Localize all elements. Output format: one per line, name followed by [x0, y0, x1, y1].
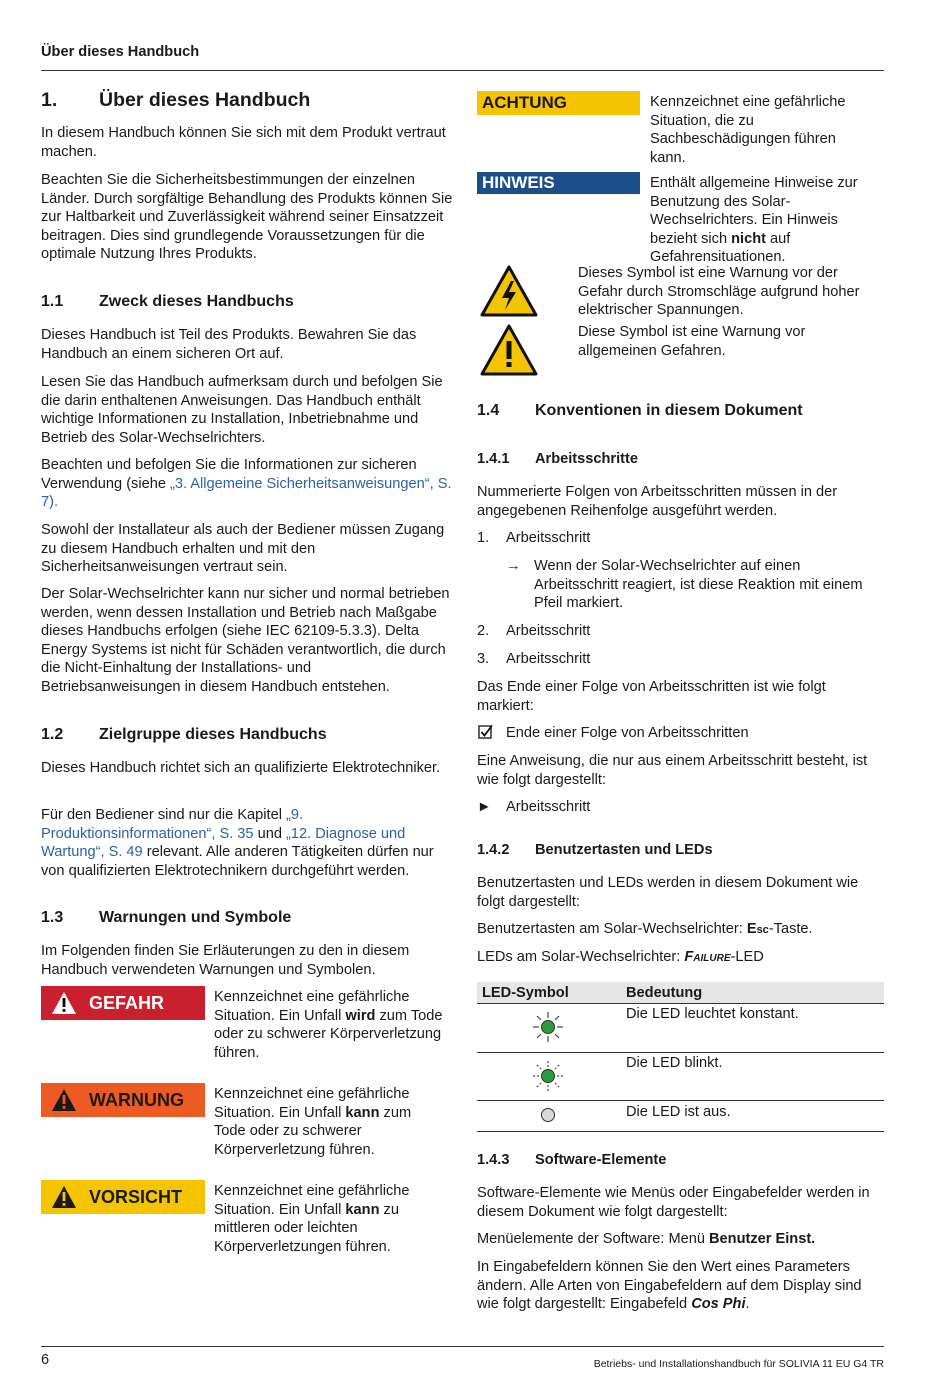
danger-label: GEFAHR — [89, 992, 165, 1013]
led-table-row: Die LED ist aus. — [477, 1101, 884, 1132]
led-table-header: LED-Symbol Bedeutung — [477, 982, 884, 1004]
menu-element: Benutzer Einst. — [709, 1231, 816, 1247]
attention-description: Kennzeichnet eine gefährliche Situation, die zu Sachbeschädigungen führen kann. — [650, 94, 846, 166]
heading-title: Über dieses Handbuch — [99, 89, 311, 111]
led-on-icon — [531, 1010, 565, 1044]
danger-description: Kennzeichnet eine gefährliche Situation. Ein Unfall wird zum Tode oder zu schwerer Körperverletzung führen. — [214, 989, 443, 1061]
header-rule — [41, 70, 884, 71]
heading-number: 1. — [41, 89, 58, 111]
section-1-4-heading: 1.4 Konventionen in diesem Dokument — [477, 402, 803, 419]
s142-paragraph-2: Benutzertasten am Solar-Wechselrichter: Esc-Taste. — [477, 921, 813, 937]
intro-paragraph-2: Beachten Sie die Sicherheitsbestimmungen der einzelnen Länder. Durch sorgfältige Behandlung des Produkts können Sie zur Haltbarkeit und Zuverlässigkeit während seiner Einsatzzeit beitragen. Dies sind grundlegende Voraussetzungen für die optimale Nutzung Ihres Produkts. — [41, 172, 453, 262]
s13-paragraph-1: Im Folgenden finden Sie Erläuterungen zu den in diesem Handbuch verwendeten Warnungen und Symbolen. — [41, 943, 410, 978]
general-danger-warning-icon — [480, 324, 538, 376]
step-2: 2. Arbeitsschritt — [477, 623, 591, 639]
electric-shock-warning-icon — [480, 265, 538, 317]
s143-paragraph-3: In Eingabefeldern können Sie den Wert eines Parameters ändern. Alle Arten von Eingabefeldern auf dem Display sind wie folgt dargestellt: Eingabefeld Cos Phi. — [477, 1259, 862, 1312]
danger-badge — [41, 986, 205, 1020]
s141-paragraph-2: Das Ende einer Folge von Arbeitsschritten ist wie folgt markiert: — [477, 679, 826, 714]
warning-badge — [41, 1083, 205, 1117]
s143-paragraph-1: Software-Elemente wie Menüs oder Eingabefelder werden in diesem Dokument wie folgt dargestellt: — [477, 1185, 870, 1220]
checkbox-checked-icon — [478, 724, 494, 740]
s11-paragraph-3: Beachten und befolgen Sie die Informationen zur sicheren Verwendung (siehe „3. Allgemeine Sicherheitsanweisungen“, S. 7). — [41, 457, 452, 510]
warning-description: Kennzeichnet eine gefährliche Situation. Ein Unfall kann zum Tode oder zu schwerer Körperverletzung führen. — [214, 1086, 412, 1158]
led-off-icon — [540, 1107, 556, 1123]
link-safety-chapter[interactable]: „3. Allgemeine Sicherheitsanweisungen“, S. 7). — [41, 475, 452, 510]
end-of-steps: Ende einer Folge von Arbeitsschritten — [477, 724, 749, 743]
general-symbol-description: Diese Symbol ist eine Warnung vor allgemeinen Gefahren. — [578, 324, 806, 359]
footer-text: Betriebs- und Installationshandbuch für SOLIVIA 11 EU G4 TR — [593, 1358, 884, 1370]
warning-triangle-icon — [51, 1185, 77, 1209]
link-production-info[interactable]: „9. Produktionsinformationen“, S. 35 — [41, 807, 304, 842]
warning-triangle-icon — [51, 1088, 77, 1112]
section-1-1-heading: 1.1 Zweck dieses Handbuchs — [41, 293, 294, 310]
step-1: 1. Arbeitsschritt — [477, 530, 591, 546]
caution-label: VORSICHT — [89, 1186, 183, 1207]
s11-paragraph-4: Sowohl der Installateur als auch der Bediener müssen Zugang zu diesem Handbuch erhalten und mit den Sicherheitsanweisungen vertraut sein. — [41, 522, 445, 575]
input-field-name: Cos Phi — [691, 1296, 746, 1312]
arrow-icon: → — [506, 558, 521, 574]
s142-paragraph-1: Benutzertasten und LEDs werden in diesem Dokument wie folgt dargestellt: — [477, 875, 859, 910]
section-1-2-heading: 1.2 Zielgruppe dieses Handbuchs — [41, 726, 327, 743]
s12-paragraph-2: Für den Bediener sind nur die Kapitel „9. Produktionsinformationen“, S. 35 und „12. Diagnose und Wartung“, S. 49 relevant. Alle anderen Tätigkeiten dürfen nur von qualifizierten Elektrotechnikern durchgeführt werden. — [41, 807, 434, 879]
caution-badge — [41, 1180, 205, 1214]
single-step: ► Arbeitsschritt — [477, 799, 591, 815]
esc-key: Esc — [746, 921, 769, 937]
section-1-4-2-heading: 1.4.2 Benutzertasten und LEDs — [477, 842, 713, 858]
led-blink-icon — [531, 1059, 565, 1093]
led-table-row: Die LED blinkt. — [477, 1053, 884, 1101]
bullet-arrow-icon: ► — [477, 799, 492, 815]
warning-triangle-icon — [51, 991, 77, 1015]
section-1-heading — [41, 88, 451, 112]
section-1-3-heading: 1.3 Warnungen und Symbole — [41, 909, 292, 926]
caution-description: Kennzeichnet eine gefährliche Situation. Ein Unfall kann zu mittleren oder leichten Körperverletzungen führen. — [214, 1183, 410, 1255]
s141-paragraph-3: Eine Anweisung, die nur aus einem Arbeitsschritt besteht, ist wie folgt dargestellt: — [477, 753, 868, 788]
footer-rule — [41, 1346, 884, 1347]
electric-symbol-description: Dieses Symbol ist eine Warnung vor der Gefahr durch Stromschläge aufgrund hoher elektrischer Spannungen. — [578, 265, 860, 318]
failure-led-name: Failure — [684, 949, 731, 965]
warning-label: WARNUNG — [89, 1089, 184, 1110]
section-1-4-3-heading: 1.4.3 Software-Elemente — [477, 1152, 667, 1168]
hint-description: Enthält allgemeine Hinweise zur Benutzung des Solar-Wechselrichters. Ein Hinweis bezieht sich nicht auf Gefahrensituationen. — [650, 175, 858, 265]
page-number: 6 — [41, 1352, 50, 1368]
section-1-4-1-heading: 1.4.1 Arbeitsschritte — [477, 451, 638, 467]
hint-badge: HINWEIS — [477, 172, 640, 194]
s143-paragraph-2: Menüelemente der Software: Menü Benutzer Einst. — [477, 1231, 816, 1247]
s12-paragraph-1: Dieses Handbuch richtet sich an qualifizierte Elektrotechniker. — [41, 760, 441, 776]
notice-attention-badge: ACHTUNG — [477, 91, 640, 115]
led-table-row: Die LED leuchtet konstant. — [477, 1004, 884, 1053]
step-3: 3. Arbeitsschritt — [477, 651, 591, 667]
running-header: Über dieses Handbuch — [41, 44, 200, 60]
link-diagnosis[interactable]: „12. Diagnose und Wartung“, S. 49 — [41, 825, 406, 860]
step-reaction: → Wenn der Solar-Wechselrichter auf einen Arbeitsschritt reagiert, ist diese Reaktion mit einem Pfeil markiert. — [506, 558, 863, 611]
s142-paragraph-3: LEDs am Solar-Wechselrichter: Failure-LED — [477, 949, 764, 965]
s11-paragraph-2: Lesen Sie das Handbuch aufmerksam durch und befolgen Sie die darin enthaltenen Anweisungen. Das Handbuch enthält wichtige Informationen zu Installation, Inbetriebnahme und Betrieb des Solar-Wechselrichters. — [41, 374, 443, 446]
s141-paragraph-1: Nummerierte Folgen von Arbeitsschritten müssen in der angegebenen Reihenfolge ausgeführt werden. — [477, 484, 838, 519]
s11-paragraph-5: Der Solar-Wechselrichter kann nur sicher und normal betrieben werden, wenn dessen Installation und Betrieb nach Maßgabe dieses Handbuchs erfolgen (siehe IEC 62109-5.3.3). Delta Energy Systems ist nicht für Schäden verantwortlich, die durch die Nicht-Einhaltung der Installations- und Betriebsanweisungen in diesem Handbuch entstehen. — [41, 586, 450, 695]
intro-paragraph-1: In diesem Handbuch können Sie sich mit dem Produkt vertraut machen. — [41, 125, 446, 160]
s11-paragraph-1: Dieses Handbuch ist Teil des Produkts. Bewahren Sie das Handbuch an einem sicheren Ort auf. — [41, 327, 417, 362]
